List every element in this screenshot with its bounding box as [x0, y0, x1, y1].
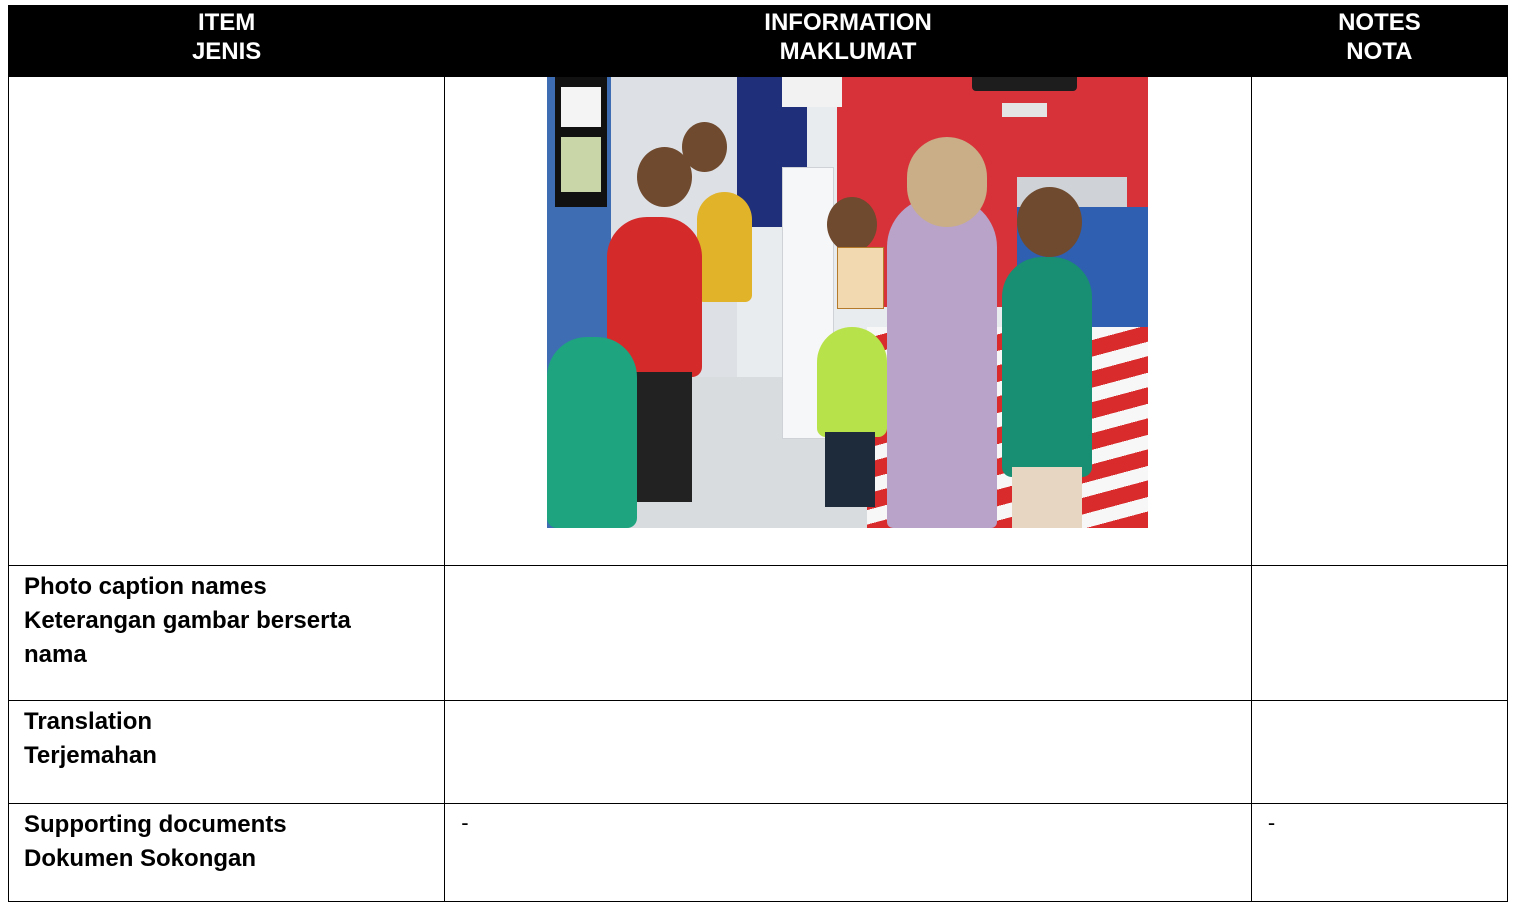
caption-label-line2: Keterangan gambar berserta [24, 607, 351, 634]
header-item-ms: JENIS [191, 38, 262, 65]
caption-row-item-cell [9, 566, 445, 701]
photo-child-legs [825, 432, 875, 507]
caption-info-cell [445, 566, 1252, 701]
supporting-docs-item-cell [9, 804, 445, 902]
photo-wall-sign [1002, 103, 1047, 117]
event-photo [547, 77, 1148, 528]
header-notes-ms: NOTA [1346, 38, 1413, 65]
photo-row-item-cell [9, 77, 445, 566]
supporting-docs-info-value: - [461, 810, 469, 835]
photo-book [837, 247, 884, 309]
photo-head [1017, 187, 1082, 257]
header-information-ms: MAKLUMAT [779, 38, 917, 65]
translation-label-line2: Terjemahan [24, 742, 157, 769]
caption-label [9, 566, 444, 672]
photo-row-info-cell [445, 77, 1252, 566]
header-item-en: ITEM [197, 9, 256, 36]
translation-info-cell [445, 701, 1252, 804]
photo-child [817, 327, 887, 437]
photo-child-legs [1012, 467, 1082, 528]
supporting-docs-info-cell [445, 804, 1252, 902]
info-form-table [8, 5, 1508, 902]
header-information [445, 6, 1252, 77]
translation-notes-cell [1251, 701, 1507, 804]
translation-label-line1: Translation [24, 708, 153, 735]
header-information-en: INFORMATION [764, 9, 932, 36]
photo-child [1002, 257, 1092, 477]
caption-row [9, 566, 1508, 701]
photo-pillar [782, 77, 842, 107]
photo-child-legs [632, 372, 692, 502]
supporting-docs-label-line1: Supporting documents [24, 811, 287, 838]
photo-head [682, 122, 727, 172]
photo-row-notes-cell [1251, 77, 1507, 566]
header-notes [1251, 6, 1507, 77]
translation-row [9, 701, 1508, 804]
photo-tv [972, 77, 1077, 91]
photo-row [9, 77, 1508, 566]
photo-woman-head [907, 137, 987, 227]
supporting-docs-notes-cell [1251, 804, 1507, 902]
supporting-docs-notes-value: - [1267, 810, 1276, 835]
caption-label-line3: nama [24, 641, 87, 668]
photo-child [547, 337, 637, 528]
translation-label [9, 701, 444, 773]
photo-child [697, 192, 752, 302]
caption-notes-cell [1251, 566, 1507, 701]
photo-calendar [561, 137, 601, 192]
supporting-docs-label [9, 804, 444, 876]
supporting-docs-label-line2: Dokumen Sokongan [24, 845, 257, 872]
header-notes-en: NOTES [1338, 9, 1421, 36]
caption-label-line1: Photo caption names [24, 573, 267, 600]
header-item [9, 6, 445, 77]
photo-woman [887, 197, 997, 528]
translation-row-item-cell [9, 701, 445, 804]
photo-head [827, 197, 877, 252]
supporting-docs-row [9, 804, 1508, 902]
table-header-row [9, 6, 1508, 77]
photo-notice-paper [561, 87, 601, 127]
